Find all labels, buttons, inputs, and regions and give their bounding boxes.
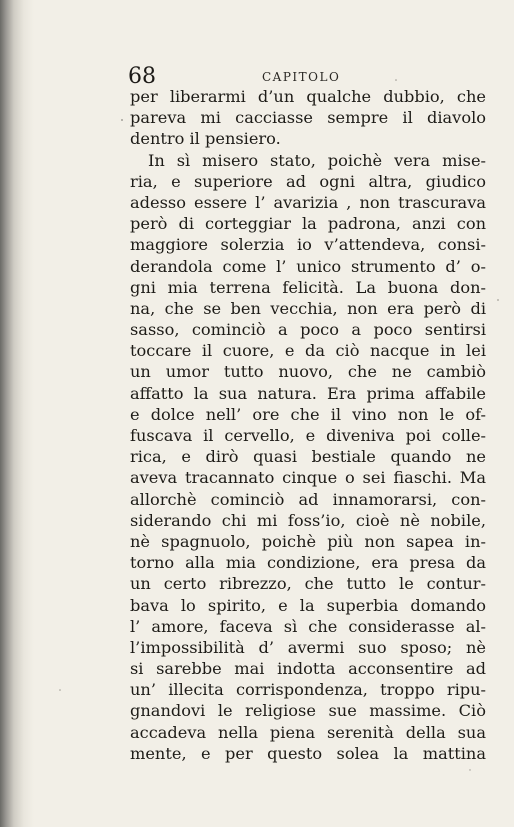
text-line: nè spagnuolo, poichè più non sapea in- [130,531,486,551]
text-line: mente, e per questo solea la mattina [130,743,486,763]
text-line: accadeva nella piena serenità della sua [130,722,486,742]
text-line: un umor tutto nuovo, che ne cambiò [130,362,486,382]
text-line: gnandovi le religiose sue massime. Ciò [130,701,486,721]
text-line: un certo ribrezzo, che tutto le contur- [130,574,486,594]
text-line: bava lo spirito, e la superbia domando [130,595,486,615]
text-line: siderando chi mi foss’io, cioè nè nobile, [130,510,486,530]
text-line: adesso essere l’ avarizia , non trascurava [130,192,486,212]
text-line: ria, e superiore ad ogni altra, giudico [130,171,486,191]
text-line: na, che se ben vecchia, non era però di [130,298,486,318]
text-line: derandola come l’ unico strumento d’ o- [130,256,486,276]
text-line: gni mia terrena felicità. La buona don- [130,277,486,297]
text-line: rica, e dirò quasi bestiale quando ne [130,447,486,467]
page-number: 68 [128,64,156,89]
text-line: però di corteggiar la padrona, anzi con [130,214,486,234]
running-head: CAPITOLO [262,70,341,84]
text-line: pareva mi cacciasse sempre il diavolo [130,108,486,128]
text-line: fuscava il cervello, e diveniva poi colle- [130,426,486,445]
text-line: allorchè cominciò ad innamorarsi, con- [130,489,486,509]
text-line: dentro il pensiero. [130,129,281,149]
text-line: l’impossibilità d’ avermi suo sposo; nè [130,637,486,657]
text-line: toccare il cuore, e da ciò nacque in lei [130,341,486,361]
text-line: sasso, cominciò a poco a poco sentirsi [130,320,486,340]
text-line: maggiore solerzia io v’attendeva, consi- [130,235,486,255]
text-line: torno alla mia condizione, era presa da [130,553,486,573]
text-line: un’ illecita corrispondenza, troppo ripu- [130,680,486,700]
text-line: per liberarmi d’un qualche dubbio, che [130,87,486,106]
text-line: l’ amore, faceva sì che considerasse al- [130,616,486,636]
text-line: affatto la sua natura. Era prima affabile [130,383,486,403]
body-text [130,86,486,764]
text-line: e dolce nell’ ore che il vino non le of- [130,404,486,424]
text-line: aveva tracannato cinque o sei fiaschi. Ma [130,468,486,488]
paragraph-first-line: In sì misero stato, poichè vera mise- [148,150,486,170]
text-line: si sarebbe mai indotta acconsentire ad [130,659,486,679]
